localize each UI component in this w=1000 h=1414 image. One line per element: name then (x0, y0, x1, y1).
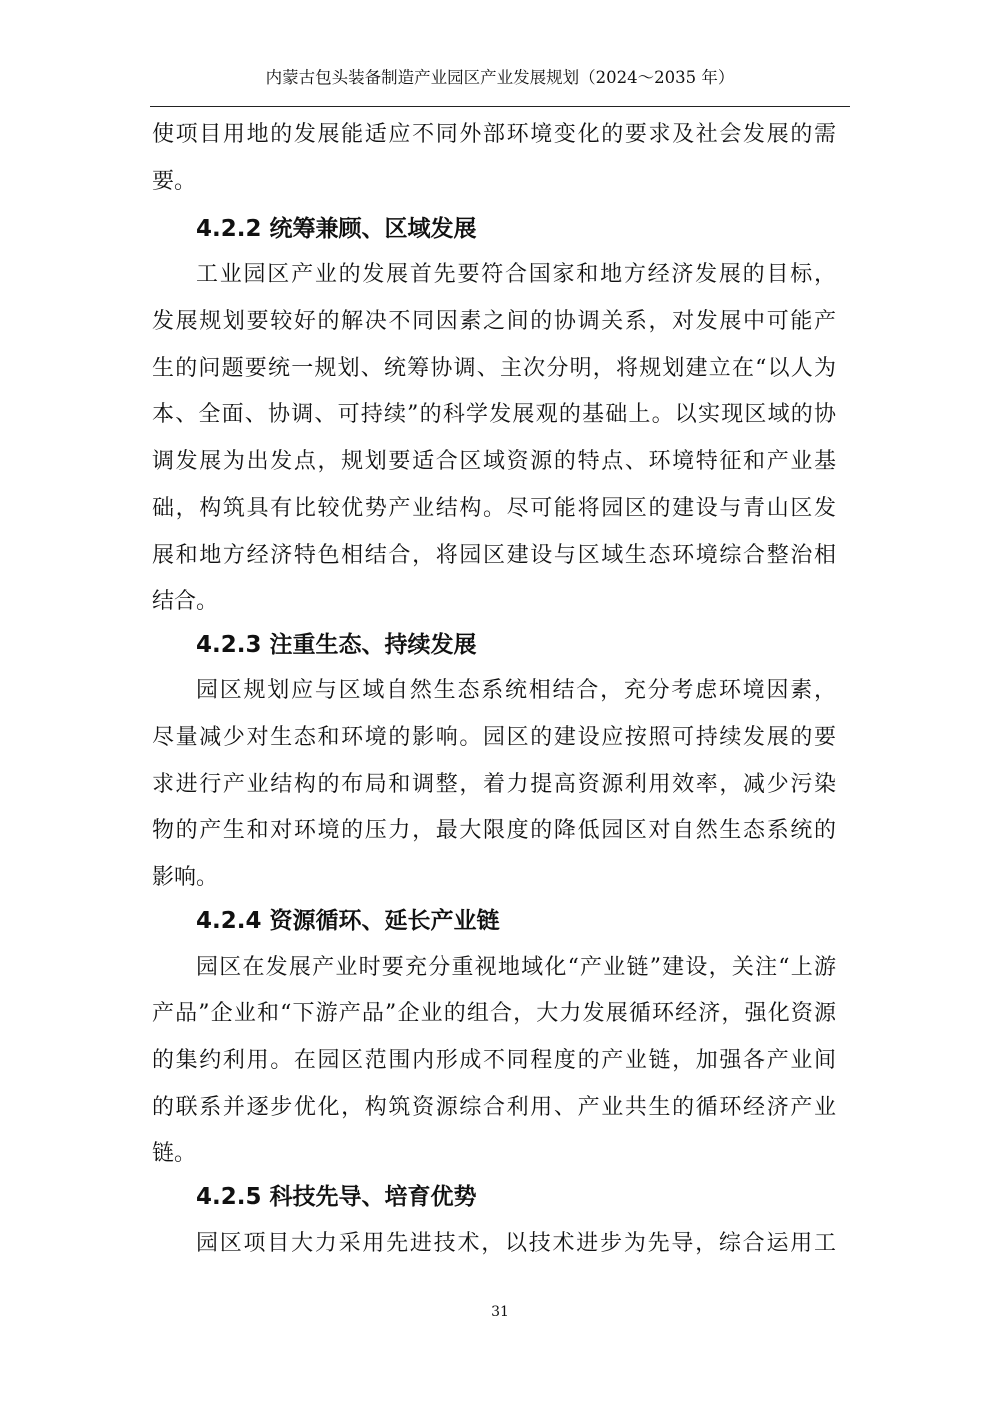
section-heading-4-2-5: 4.2.5 科技先导、培育优势 (196, 1184, 477, 1210)
body-line: 展和地方经济特色相结合，将园区建设与区域生态环境综合整治相 (152, 543, 836, 568)
body-line: 调发展为出发点，规划要适合区域资源的特点、环境特征和产业基 (152, 449, 836, 474)
body-line: 使项目用地的发展能适应不同外部环境变化的要求及社会发展的需 (152, 122, 836, 147)
page-number: 31 (491, 1304, 509, 1320)
body-line: 工业园区产业的发展首先要符合国家和地方经济发展的目标， (196, 262, 836, 287)
body-line: 园区项目大力采用先进技术，以技术进步为先导，综合运用工 (196, 1231, 836, 1256)
section-heading-4-2-4: 4.2.4 资源循环、延长产业链 (196, 908, 500, 934)
body-line: 的联系并逐步优化，构筑资源综合利用、产业共生的循环经济产业 (152, 1095, 836, 1120)
section-heading-4-2-3: 4.2.3 注重生态、持续发展 (196, 632, 477, 658)
header-divider (150, 106, 850, 107)
body-line: 链。 (152, 1141, 197, 1166)
body-line: 生的问题要统一规划、统筹协调、主次分明，将规划建立在“以人为 (152, 356, 836, 381)
body-line: 结合。 (152, 589, 219, 614)
body-line: 产品”企业和“下游产品”企业的组合，大力发展循环经济，强化资源 (152, 1001, 836, 1026)
body-line: 发展规划要较好的解决不同因素之间的协调关系，对发展中可能产 (152, 309, 836, 334)
body-line: 的集约利用。在园区范围内形成不同程度的产业链，加强各产业间 (152, 1048, 836, 1073)
body-line: 园区规划应与区域自然生态系统相结合，充分考虑环境因素， (196, 678, 836, 703)
document-title: 内蒙古包头装备制造产业园区产业发展规划（2024～2035 年） (265, 68, 735, 87)
body-line: 影响。 (152, 865, 219, 890)
body-line: 要。 (152, 169, 197, 194)
body-line: 物的产生和对环境的压力，最大限度的降低园区对自然生态系统的 (152, 818, 836, 843)
body-line: 础，构筑具有比较优势产业结构。尽可能将园区的建设与青山区发 (152, 496, 836, 521)
section-heading-4-2-2: 4.2.2 统筹兼顾、区域发展 (196, 216, 477, 242)
body-line: 尽量减少对生态和环境的影响。园区的建设应按照可持续发展的要 (152, 725, 836, 750)
body-line: 园区在发展产业时要充分重视地域化“产业链”建设，关注“上游 (196, 955, 836, 980)
body-line: 本、全面、协调、可持续”的科学发展观的基础上。以实现区域的协 (152, 402, 836, 427)
body-line: 求进行产业结构的布局和调整，着力提高资源利用效率，减少污染 (152, 772, 836, 797)
